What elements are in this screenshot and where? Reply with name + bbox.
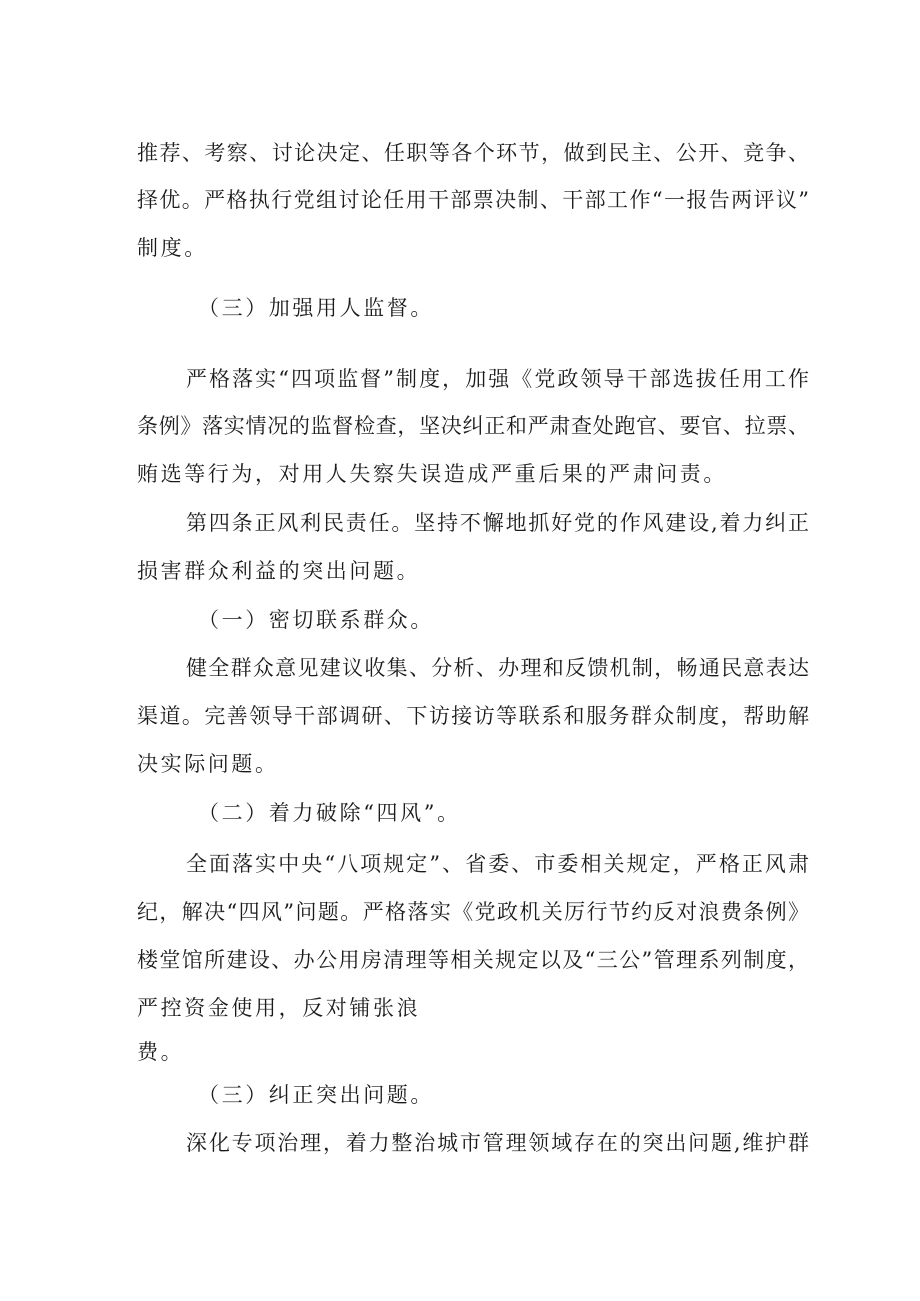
article-4-heading: 第四条正风利民责任。坚持不懈地抓好党的作风建设,着力纠正 <box>186 511 809 535</box>
text-line-15: 全面落实中央“八项规定”、省委、市委相关规定，严格正风肃 <box>186 852 809 876</box>
text-line-9: 损害群众利益的突出问题。 <box>137 559 421 583</box>
text-line-16: 纪，解决“四风”问题。严格落实《党政机关厉行节约反对浪费条例》 <box>137 900 809 924</box>
text-line-2: 择优。严格执行党组讨论任用干部票决制、干部工作“一报告两评议” <box>137 188 809 212</box>
section-heading-3-correction: （三）纠正突出问题。 <box>198 1083 434 1107</box>
section-heading-3-supervision: （三）加强用人监督。 <box>198 296 434 320</box>
text-line-21: 深化专项治理，着力整治城市管理领域存在的突出问题,维护群 <box>186 1131 809 1155</box>
section-heading-1-contact: （一）密切联系群众。 <box>198 608 434 632</box>
text-line-3: 制度。 <box>137 236 208 260</box>
text-line-7: 贿选等行为，对用人失察失误造成严重后果的严肃问责。 <box>137 462 727 486</box>
text-line-5: 严格落实“四项监督”制度，加强《党政领导干部选拔任用工作 <box>186 367 809 391</box>
text-line-17: 楼堂馆所建设、办公用房清理等相关规定以及“三公”管理系列制度， <box>137 948 809 972</box>
text-line-6: 条例》落实情况的监督检查，坚决纠正和严肃查处跑官、要官、拉票、 <box>137 414 809 438</box>
text-line-11: 健全群众意见建议收集、分析、办理和反馈机制，畅通民意表达 <box>186 656 809 680</box>
text-line-1: 推荐、考察、讨论决定、任职等各个环节，做到民主、公开、竞争、 <box>137 141 809 165</box>
text-line-12: 渠道。完善领导干部调研、下访接访等联系和服务群众制度，帮助解 <box>137 704 809 728</box>
section-heading-2-four-winds: （二）着力破除“四风”。 <box>198 801 461 825</box>
text-line-18: 严控资金使用，反对铺张浪 <box>137 996 421 1020</box>
text-line-19: 费。 <box>137 1040 185 1064</box>
text-line-13: 决实际问题。 <box>137 752 279 776</box>
